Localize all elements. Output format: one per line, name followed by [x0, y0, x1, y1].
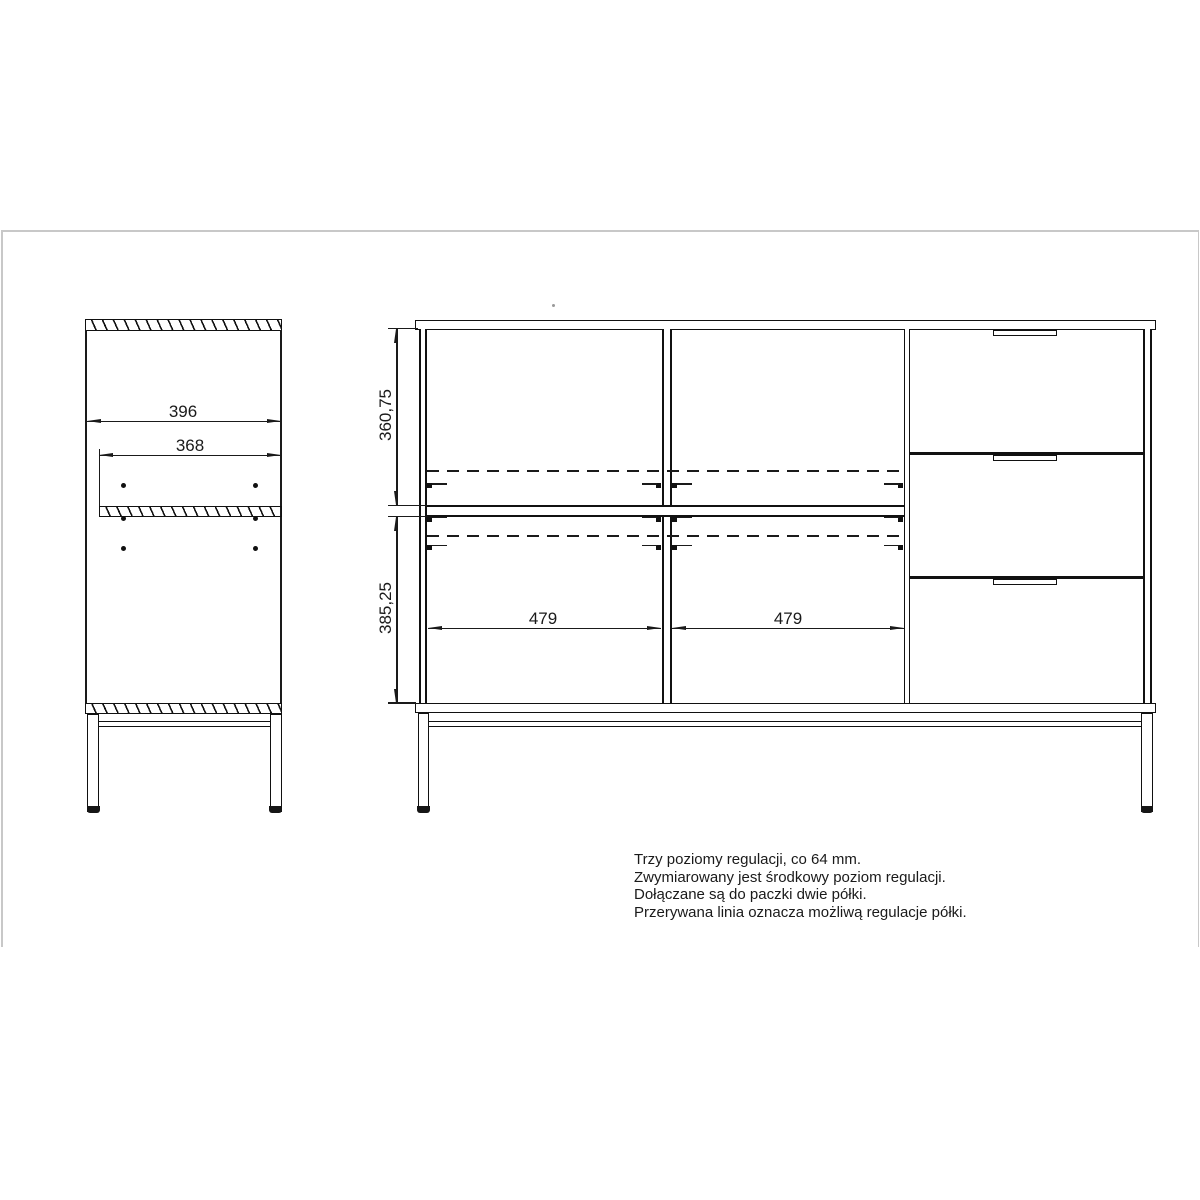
pin-hole	[121, 483, 126, 488]
front-shelf	[427, 505, 904, 518]
side-shelf	[99, 506, 282, 518]
shelf-pin	[898, 483, 903, 488]
drawer-handle-1	[993, 330, 1057, 336]
note-line: Dołączane są do paczki dwie półki.	[634, 886, 867, 904]
shelf-pin	[898, 545, 903, 550]
shelf-pin	[656, 545, 661, 550]
dim-385-arrow-top	[394, 517, 398, 531]
dim-479b-arrow-left	[672, 626, 686, 630]
pin-hole	[253, 546, 258, 551]
front-foot-left	[417, 806, 430, 813]
dim-360-ext-top	[388, 328, 418, 329]
shelf-pin-line	[432, 517, 447, 519]
dim-385-ext-top	[388, 516, 428, 517]
shelf-pin-line	[884, 545, 899, 547]
frame-border-right	[1198, 230, 1200, 947]
side-bottom-panel	[85, 703, 282, 714]
shelf-pin-line	[642, 517, 657, 519]
shelf-pin	[898, 517, 903, 522]
dim-479b-arrow-right	[890, 626, 904, 630]
notes-block	[634, 851, 967, 921]
shelf-pin-line	[884, 483, 899, 485]
dim-479b-label: 479	[773, 609, 803, 628]
shelf-pin	[656, 483, 661, 488]
side-back-wall	[85, 330, 87, 703]
frame-border-left	[1, 230, 3, 947]
shelf-pin	[656, 517, 661, 522]
dim-360-label: 360,75	[376, 389, 395, 441]
dim-368-label: 368	[175, 436, 205, 455]
front-foot-right	[1141, 806, 1154, 813]
shelf-pin-line	[432, 483, 447, 485]
pin-hole	[121, 546, 126, 551]
front-divider-drawers	[904, 329, 910, 703]
dim-368-extension	[99, 449, 100, 506]
dim-385-label: 385,25	[376, 582, 395, 634]
side-stretcher-bar	[99, 721, 270, 728]
dim-360-arrow-top	[394, 329, 398, 343]
shelf-pin-line	[642, 483, 657, 485]
front-leg-left	[418, 713, 430, 812]
side-leg-right	[270, 714, 282, 812]
shelf-position-dashed-upper	[427, 470, 904, 472]
dim-479a-arrow-right	[647, 626, 661, 630]
front-right-wall	[1143, 329, 1152, 703]
side-foot-left	[87, 806, 100, 813]
front-bottom-panel	[415, 703, 1156, 713]
front-leg-right	[1141, 713, 1153, 812]
dim-396-label: 396	[168, 402, 198, 421]
shelf-pin-line	[642, 545, 657, 547]
side-leg-left	[87, 714, 99, 812]
dim-368-arrow-left	[99, 453, 113, 457]
dim-360-ext-bottom	[388, 505, 428, 506]
shelf-pin-line	[884, 517, 899, 519]
shelf-pin-line	[677, 483, 692, 485]
note-line: Trzy poziomy regulacji, co 64 mm.	[634, 851, 862, 868]
note-line: Zwymiarowany jest środkowy poziom regulacji.	[634, 868, 946, 886]
dim-385-arrow-bottom	[394, 689, 398, 703]
dim-396-arrow-right	[267, 419, 281, 423]
side-top-panel	[85, 319, 282, 331]
shelf-pin-line	[677, 545, 692, 547]
dim-368-arrow-right	[267, 453, 281, 457]
dim-360-arrow-bottom	[394, 491, 398, 505]
dim-385-line	[396, 517, 397, 703]
drawer-handle-3	[993, 579, 1057, 585]
front-top-panel	[415, 320, 1156, 330]
dim-385-ext-bottom	[388, 702, 416, 703]
drawer-handle-2	[993, 455, 1057, 461]
frame-border-top	[1, 230, 1199, 232]
shelf-position-dashed-lower	[427, 535, 904, 537]
pin-hole	[253, 483, 258, 488]
shelf-pin-line	[677, 517, 692, 519]
dim-360-line	[396, 329, 397, 505]
speck	[552, 304, 555, 307]
dim-479a-label: 479	[528, 609, 558, 628]
note-line: Przerywana linia oznacza możliwą regulacje półki.	[634, 903, 967, 921]
dim-479a-arrow-left	[428, 626, 442, 630]
side-foot-right	[269, 806, 282, 813]
front-stretcher-bar	[429, 721, 1141, 728]
dim-396-arrow-left	[87, 419, 101, 423]
shelf-pin-line	[432, 545, 447, 547]
